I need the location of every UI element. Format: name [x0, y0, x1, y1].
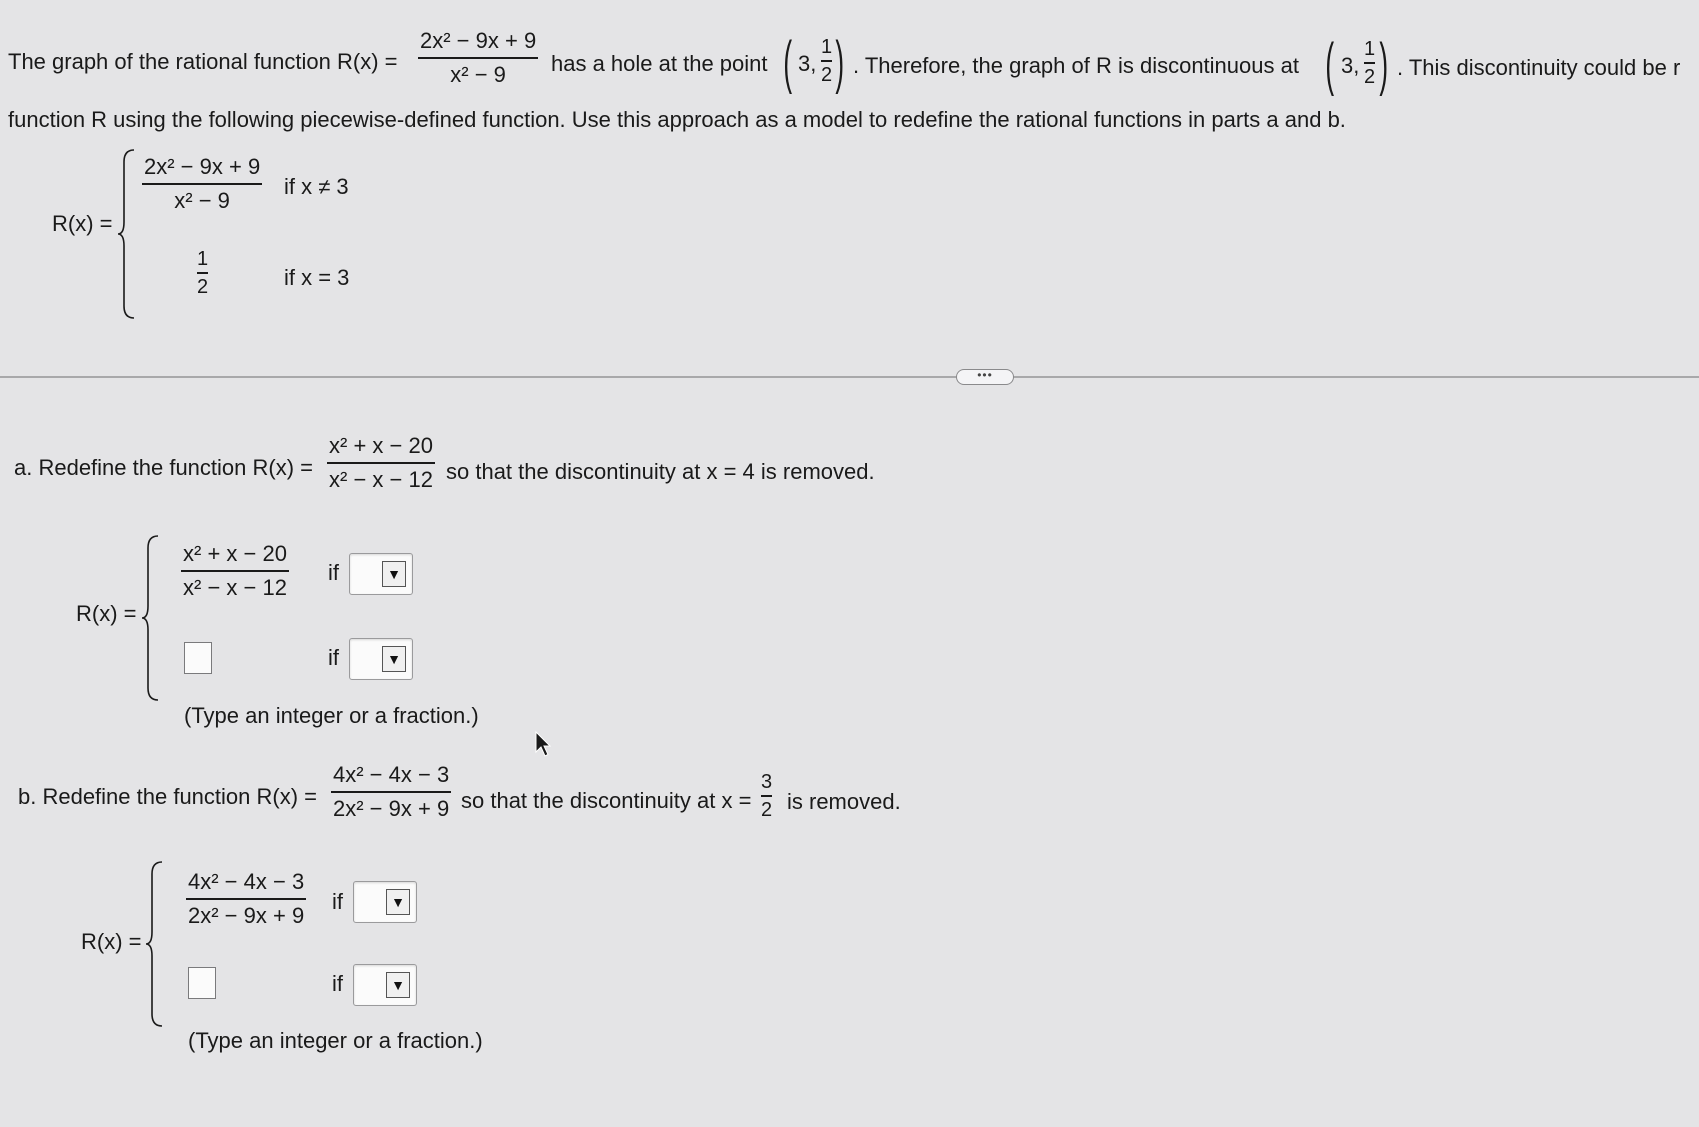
more-button[interactable]: ••• [956, 369, 1014, 385]
part-b-condition1-dropdown[interactable] [353, 881, 417, 923]
right-paren: ) [1379, 32, 1389, 97]
dropdown-arrow-icon: ▼ [386, 889, 410, 915]
example-case1-denominator: x² − 9 [174, 187, 230, 213]
point-y-numerator: 1 [821, 36, 833, 58]
part-a-value-input[interactable] [184, 642, 212, 674]
fraction-bar [761, 795, 772, 797]
dropdown-arrow-icon: ▼ [386, 972, 410, 998]
part-a-case1-denominator: x² − x − 12 [183, 574, 287, 600]
fraction-bar [197, 272, 208, 274]
part-b-if2: if [332, 971, 343, 996]
part-a-suffix: so that the discontinuity at x = 4 is removed. [446, 459, 875, 484]
part-b-if1: if [332, 889, 343, 914]
point-y-denominator: 2 [1364, 65, 1376, 88]
part-b-condition2-dropdown[interactable] [353, 964, 417, 1006]
fraction-bar [1364, 62, 1375, 64]
dropdown-arrow-icon: ▼ [382, 561, 406, 587]
part-a-case1-numerator: x² + x − 20 [183, 541, 287, 566]
fraction-bar [186, 898, 306, 900]
part-b-case1-fraction [186, 869, 306, 929]
left-paren: ( [1325, 32, 1335, 97]
part-b-value-input[interactable] [188, 967, 216, 999]
left-paren: ( [783, 30, 793, 95]
fraction-bar [331, 791, 451, 793]
example-case1-numerator: 2x² − 9x + 9 [144, 154, 261, 179]
part-a-case1-fraction [181, 541, 289, 601]
part-a-prompt: a. Redefine the function R(x) = [14, 455, 313, 480]
intro-line2: function R using the following piecewise-defined function. Use this approach as a model to redefine the rational functions in parts a and b. [8, 107, 1346, 132]
example-case1-fraction [142, 154, 262, 214]
intro-fraction-numerator: 2x² − 9x + 9 [420, 28, 537, 53]
part-b-lhs: R(x) = [81, 929, 142, 954]
intro-has-hole: has a hole at the point [551, 51, 768, 76]
example-case2-fraction [197, 248, 208, 298]
part-a-condition2-dropdown[interactable] [349, 638, 413, 680]
fraction-bar [327, 462, 435, 464]
point-x: 3, [798, 51, 817, 76]
point-y-fraction [821, 36, 832, 86]
intro-therefore: . Therefore, the graph of R is discontinuous at [853, 53, 1299, 78]
right-paren: ) [835, 30, 845, 95]
left-brace-icon [116, 148, 138, 320]
point-y-denominator: 2 [821, 63, 833, 86]
part-a-hint: (Type an integer or a fraction.) [184, 703, 479, 728]
part-b-case1-numerator: 4x² − 4x − 3 [188, 869, 305, 894]
part-a-if1: if [328, 560, 339, 585]
section-divider [0, 376, 1699, 378]
example-case2-numerator: 1 [197, 248, 209, 270]
part-b-suffix-post: is removed. [787, 789, 901, 814]
intro-fraction [418, 28, 538, 88]
point-y-fraction [1364, 38, 1375, 88]
part-b-hint: (Type an integer or a fraction.) [188, 1028, 483, 1053]
part-a-if2: if [328, 645, 339, 670]
part-b-x-numerator: 3 [761, 771, 773, 793]
example-case1-condition: if x ≠ 3 [284, 174, 349, 199]
part-a-numerator: x² + x − 20 [329, 433, 433, 458]
example-case2-condition: if x = 3 [284, 265, 350, 290]
intro-prefix: The graph of the rational function R(x) = [8, 49, 398, 74]
part-b-x-fraction [761, 771, 772, 821]
point-x: 3, [1341, 53, 1360, 78]
part-a-denominator: x² − x − 12 [329, 466, 433, 492]
left-brace-icon [140, 534, 162, 702]
mouse-cursor-icon [534, 730, 552, 758]
point-y-numerator: 1 [1364, 38, 1376, 60]
part-b-fraction [331, 762, 451, 822]
part-a-lhs: R(x) = [76, 601, 137, 626]
part-b-x-denominator: 2 [761, 798, 773, 821]
part-b-case1-denominator: 2x² − 9x + 9 [188, 902, 305, 928]
fraction-bar [821, 60, 832, 62]
fraction-bar [181, 570, 289, 572]
example-lhs: R(x) = [52, 211, 113, 236]
part-b-numerator: 4x² − 4x − 3 [333, 762, 450, 787]
part-a-condition1-dropdown[interactable] [349, 553, 413, 595]
example-case2-denominator: 2 [197, 275, 209, 298]
part-b-denominator: 2x² − 9x + 9 [333, 795, 450, 821]
fraction-bar [418, 57, 538, 59]
intro-fraction-denominator: x² − 9 [450, 61, 506, 87]
part-a-fraction [327, 433, 435, 493]
intro-discontinuity-note: . This discontinuity could be r [1397, 55, 1681, 80]
part-b-suffix-pre: so that the discontinuity at x = [461, 788, 752, 813]
dropdown-arrow-icon: ▼ [382, 646, 406, 672]
left-brace-icon [144, 860, 166, 1028]
part-b-prompt: b. Redefine the function R(x) = [18, 784, 317, 809]
fraction-bar [142, 183, 262, 185]
